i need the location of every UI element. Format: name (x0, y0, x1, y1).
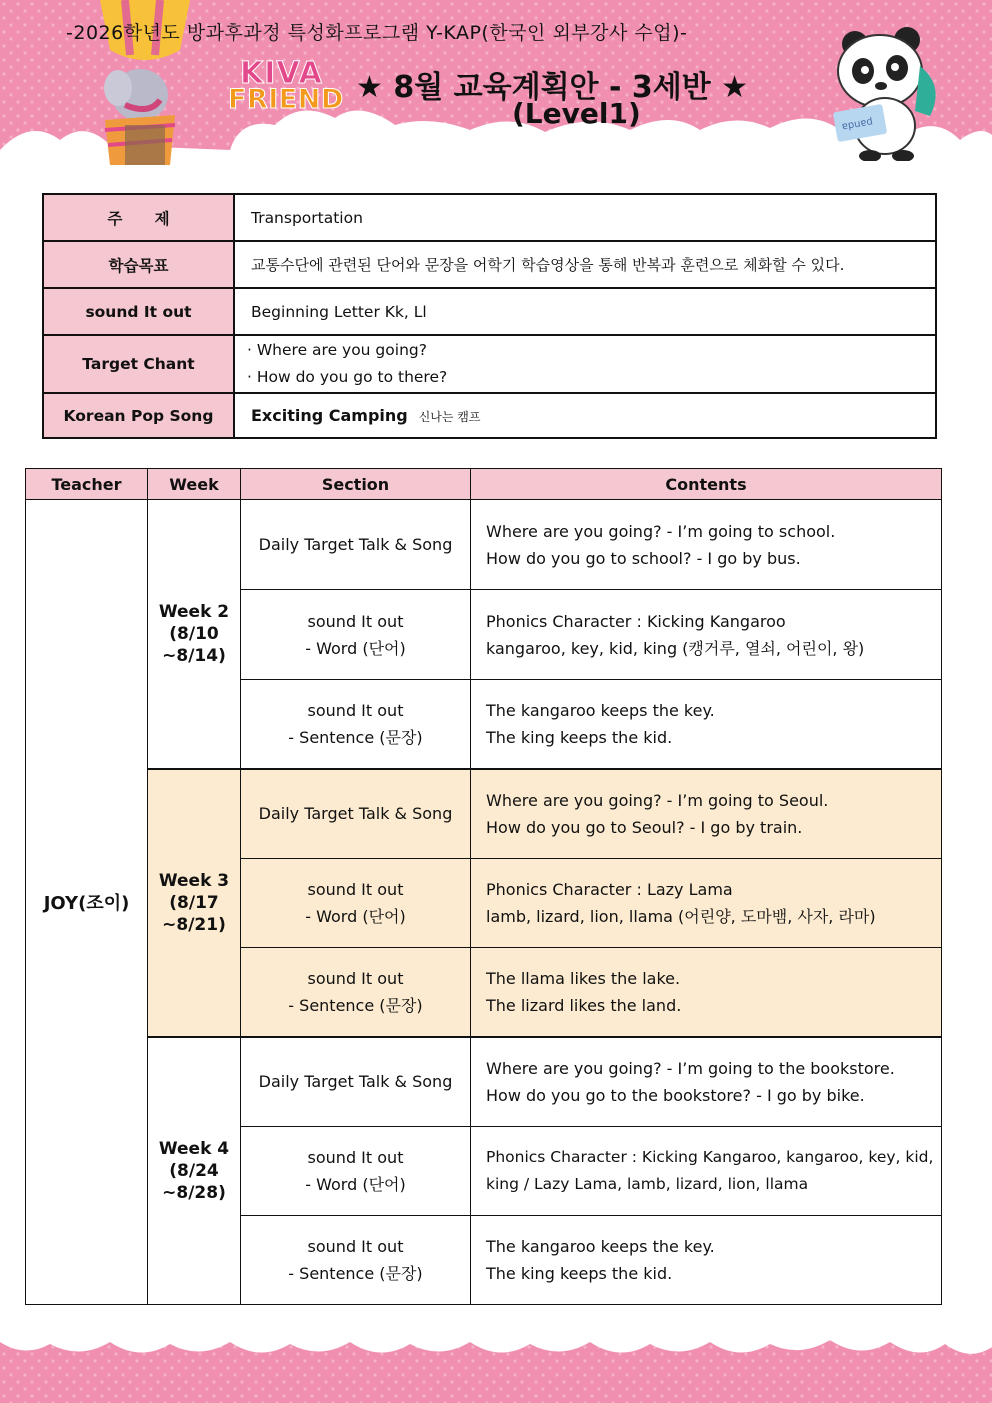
contents-line: The king keeps the kid. (486, 1264, 673, 1283)
contents-cell (471, 1216, 942, 1305)
header-teacher: Teacher (26, 469, 148, 500)
section-text: sound It out (307, 880, 404, 899)
section-cell (241, 769, 471, 859)
week-end: ~8/21) (162, 914, 226, 935)
section-subtext: - Sentence (문장) (288, 1264, 423, 1283)
table-row (26, 500, 942, 590)
info-row-kpop-song (43, 393, 936, 438)
section-cell (241, 948, 471, 1037)
info-row-topic (43, 194, 936, 241)
contents-cell (471, 769, 942, 859)
contents-line: How do you go to school? - I go by bus. (486, 548, 801, 568)
info-value: Transportation (234, 194, 936, 241)
info-row-sound-it-out (43, 288, 936, 335)
contents-cell (471, 1037, 942, 1127)
contents-line: The kangaroo keeps the key. (486, 1237, 715, 1256)
section-text: sound It out (307, 968, 404, 988)
section-text: sound It out (307, 1237, 404, 1256)
song-title: Exciting Camping (251, 406, 408, 425)
teacher-name: JOY(조이) (26, 500, 148, 1305)
contents-line: The lizard likes the land. (486, 995, 682, 1015)
header-section: Section (241, 469, 471, 500)
week-start: (8/17 (169, 892, 219, 913)
chant-line: · Where are you going? (247, 341, 427, 359)
contents-line: Phonics Character : Lazy Lama (486, 880, 733, 899)
info-row-objective (43, 241, 936, 288)
section-cell (241, 500, 471, 590)
contents-cell (471, 948, 942, 1037)
info-value (234, 335, 936, 393)
section-cell (241, 1216, 471, 1305)
section-cell (241, 590, 471, 680)
week-start: (8/10 (169, 623, 219, 644)
contents-line: lamb, lizard, lion, llama (어린양, 도마뱀, 사자, 라마) (486, 907, 876, 926)
section-subtext: - Word (단어) (305, 638, 406, 658)
info-key: 학습목표 (43, 241, 234, 288)
week-number: Week 2 (158, 601, 230, 622)
section-text: sound It out (307, 700, 404, 720)
week-number: Week 3 (158, 870, 230, 891)
week-label (148, 1037, 241, 1305)
week-end: ~8/28) (162, 1182, 226, 1203)
info-key: sound It out (43, 288, 234, 335)
footer-band (0, 1322, 992, 1403)
contents-cell (471, 500, 942, 590)
table-row (26, 1037, 942, 1127)
info-key: 주 제 (43, 194, 234, 241)
contents-line: The kangaroo keeps the key. (486, 700, 715, 720)
panda-illustration (825, 26, 945, 161)
table-row (26, 769, 942, 859)
info-key: Target Chant (43, 335, 234, 393)
section-text: sound It out (307, 611, 404, 631)
contents-cell (471, 590, 942, 680)
contents-line: Phonics Character : Kicking Kangaroo (486, 611, 786, 631)
section-subtext: - Sentence (문장) (288, 995, 423, 1015)
info-value: 교통수단에 관련된 단어와 문장을 어학기 학습영상을 통해 반복과 훈련으로 체화할 수 있다. (234, 241, 936, 288)
info-key: Korean Pop Song (43, 393, 234, 438)
section-cell (241, 1127, 471, 1216)
week-number: Week 4 (158, 1138, 230, 1159)
kiva-friend-logo (228, 56, 356, 118)
page-title: ★ 8월 교육계획안 - 3세반 ★ (356, 70, 749, 105)
logo-text-kiva: KIVA (240, 56, 323, 91)
section-text: sound It out (307, 1148, 404, 1167)
section-subtext: - Sentence (문장) (288, 727, 423, 747)
contents-line: The king keeps the kid. (486, 727, 673, 747)
info-value (234, 393, 936, 438)
contents-line: Where are you going? - I’m going to Seoul. (486, 790, 829, 810)
program-subtitle: -2026학년도 방과후과정 특성화프로그램 Y-KAP(한국인 외부강사 수업)- (66, 22, 688, 44)
section-text: Daily Target Talk & Song (258, 804, 453, 824)
info-row-target-chant (43, 335, 936, 393)
week-start: (8/24 (169, 1160, 219, 1181)
contents-line: The llama likes the lake. (486, 968, 681, 988)
weekly-schedule-table (25, 468, 942, 1305)
section-subtext: - Word (단어) (305, 1175, 406, 1194)
song-title-korean: 신나는 캠프 (418, 410, 481, 424)
section-cell (241, 859, 471, 948)
contents-line: Phonics Character : Kicking Kangaroo, kangaroo, key, kid, (486, 1148, 934, 1166)
contents-line: Where are you going? - I’m going to the bookstore. (486, 1058, 895, 1078)
week-label (148, 769, 241, 1037)
panda-bag-text: panda (840, 115, 874, 133)
contents-cell (471, 680, 942, 769)
chant-line: · How do you go to there? (247, 368, 448, 386)
section-text: Daily Target Talk & Song (258, 1072, 453, 1092)
week-end: ~8/14) (162, 645, 226, 666)
week-label (148, 500, 241, 769)
contents-line: Where are you going? - I’m going to school. (486, 521, 836, 541)
info-value: Beginning Letter Kk, Ll (234, 288, 936, 335)
section-text: Daily Target Talk & Song (258, 535, 453, 554)
contents-cell (471, 859, 942, 948)
contents-line: How do you go to Seoul? - I go by train. (486, 817, 803, 837)
lesson-info-table (42, 193, 937, 439)
page-title-level: (Level1) (512, 97, 641, 130)
header-week: Week (148, 469, 241, 500)
contents-line: king / Lazy Lama, lamb, lizard, lion, llama (486, 1175, 809, 1193)
schedule-header-row (26, 469, 942, 500)
logo-text-friend: FRIEND (228, 84, 344, 115)
section-cell (241, 1037, 471, 1127)
header-contents: Contents (471, 469, 942, 500)
contents-line: kangaroo, key, kid, king (캥거루, 열쇠, 어린이, 왕) (486, 638, 865, 658)
section-cell (241, 680, 471, 769)
contents-line: How do you go to the bookstore? - I go by bike. (486, 1085, 865, 1105)
section-subtext: - Word (단어) (305, 907, 406, 926)
contents-cell (471, 1127, 942, 1216)
